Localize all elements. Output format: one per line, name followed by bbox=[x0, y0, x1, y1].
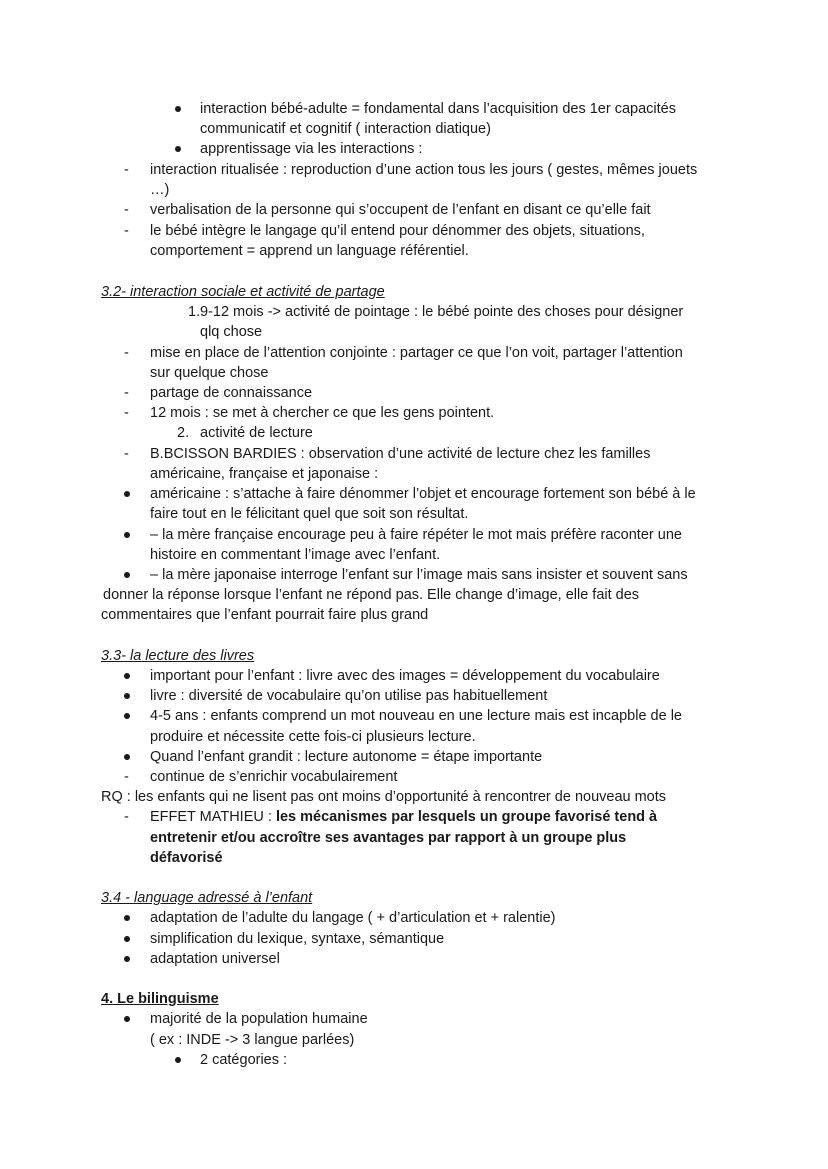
text-line: 12 mois : se met à chercher ce que les gens pointent. bbox=[150, 405, 495, 421]
bullet-dot bbox=[124, 713, 130, 719]
section-heading: 3.4 - language adressé à l’enfant bbox=[101, 890, 313, 906]
text-line: sur quelque chose bbox=[150, 365, 269, 381]
text-line: américaine, française et japonaise : bbox=[150, 466, 379, 482]
text-line: communicatif et cognitif ( interaction diatique) bbox=[200, 121, 491, 137]
dash-marker: - bbox=[124, 202, 129, 218]
bullet-dot bbox=[124, 936, 130, 942]
section-heading: 3.3- la lecture des livres bbox=[101, 648, 255, 664]
text-line: continue de s’enrichir vocabulairement bbox=[150, 769, 398, 785]
bullet-dot bbox=[124, 572, 130, 578]
section-heading: 4. Le bilinguisme bbox=[101, 991, 219, 1007]
section-heading: 3.2- interaction sociale et activité de partage bbox=[101, 284, 385, 300]
dash-marker: - bbox=[124, 385, 129, 401]
text-line: majorité de la population humaine bbox=[150, 1011, 368, 1027]
text-line: histoire en commentant l’image avec l’enfant. bbox=[150, 547, 441, 563]
dash-marker: - bbox=[124, 162, 129, 178]
bullet-dot bbox=[124, 956, 130, 962]
bullet-dot bbox=[124, 673, 130, 679]
text-line: activité de lecture bbox=[200, 425, 313, 441]
text-line: livre : diversité de vocabulaire qu’on utilise pas habituellement bbox=[150, 688, 548, 704]
text-line bbox=[150, 848, 223, 868]
bullet-dot bbox=[124, 915, 130, 921]
bullet-dot bbox=[175, 1057, 181, 1063]
text-line: 2 catégories : bbox=[200, 1052, 288, 1068]
list-number: 1. bbox=[188, 304, 201, 320]
text-line: important pour l’enfant : livre avec des images = développement du vocabulaire bbox=[150, 668, 660, 684]
text-line: …) bbox=[150, 182, 170, 198]
text-line: Quand l’enfant grandit : lecture autonome = étape importante bbox=[150, 749, 543, 765]
text-line: simplification du lexique, syntaxe, sémantique bbox=[150, 931, 445, 947]
text-line: produire et nécessite cette fois-ci plusieurs lecture. bbox=[150, 729, 476, 745]
bullet-dot bbox=[124, 491, 130, 497]
bold-definition: entretenir et/ou accroître ses avantages par rapport à un groupe plus bbox=[150, 830, 627, 846]
text-line: – la mère française encourage peu à faire répéter le mot mais préfère raconter une bbox=[150, 527, 682, 543]
dash-marker: - bbox=[124, 446, 129, 462]
bullet-dot bbox=[124, 754, 130, 760]
dash-marker: - bbox=[124, 223, 129, 239]
text-line: adaptation universel bbox=[150, 951, 280, 967]
text-line: 4-5 ans : enfants comprend un mot nouveau en une lecture mais est incapble de le bbox=[150, 708, 682, 724]
bold-definition: défavorisé bbox=[150, 850, 223, 866]
text-line: faire tout en le félicitant quel que soit son résultat. bbox=[150, 506, 469, 522]
text-line: interaction ritualisée : reproduction d’une action tous les jours ( gestes, mêmes jouets bbox=[150, 162, 698, 178]
text-line: commentaires que l’enfant pourrait faire plus grand bbox=[101, 607, 429, 623]
text-line: 9-12 mois -> activité de pointage : le bébé pointe des choses pour désigner bbox=[200, 304, 684, 320]
text-line: partage de connaissance bbox=[150, 385, 313, 401]
text-line: – la mère japonaise interroge l’enfant sur l’image mais sans insister et souvent sans bbox=[150, 567, 688, 583]
bullet-dot bbox=[175, 146, 181, 152]
text-line: mise en place de l’attention conjointe : partager ce que l’on voit, partager l’attention bbox=[150, 345, 683, 361]
text-line bbox=[150, 828, 626, 848]
text-line: le bébé intègre le langage qu’il entend pour dénommer des objets, situations, bbox=[150, 223, 645, 239]
text-line: RQ : les enfants qui ne lisent pas ont moins d’opportunité à rencontrer de nouveau mots bbox=[101, 789, 667, 805]
bold-definition: les mécanismes par lesquels un groupe favorisé tend à bbox=[275, 809, 658, 825]
text-line: qlq chose bbox=[200, 324, 263, 340]
bullet-dot bbox=[175, 106, 181, 112]
text-line: verbalisation de la personne qui s’occupent de l’enfant en disant ce qu’elle fait bbox=[150, 202, 651, 218]
list-number: 2. bbox=[177, 425, 190, 441]
bullet-dot bbox=[124, 1016, 130, 1022]
text-line bbox=[150, 807, 657, 827]
dash-marker: - bbox=[124, 345, 129, 361]
text-line: adaptation de l’adulte du langage ( + d’articulation et + ralentie) bbox=[150, 910, 556, 926]
dash-marker: - bbox=[124, 809, 129, 825]
bullet-dot bbox=[124, 693, 130, 699]
text-line: apprentissage via les interactions : bbox=[200, 141, 423, 157]
term-label: EFFET MATHIEU : bbox=[150, 809, 276, 825]
text-line: B.BCISSON BARDIES : observation d’une activité de lecture chez les familles bbox=[150, 446, 651, 462]
text-line: ( ex : INDE -> 3 langue parlées) bbox=[150, 1032, 355, 1048]
dash-marker: - bbox=[124, 405, 129, 421]
dash-marker: - bbox=[124, 769, 129, 785]
bullet-dot bbox=[124, 532, 130, 538]
text-line: donner la réponse lorsque l’enfant ne répond pas. Elle change d’image, elle fait des bbox=[103, 587, 640, 603]
text-line: comportement = apprend un language référentiel. bbox=[150, 243, 469, 259]
text-line: interaction bébé-adulte = fondamental dans l’acquisition des 1er capacités bbox=[200, 101, 676, 117]
text-line: américaine : s’attache à faire dénommer l’objet et encourage fortement son bébé à le bbox=[150, 486, 696, 502]
